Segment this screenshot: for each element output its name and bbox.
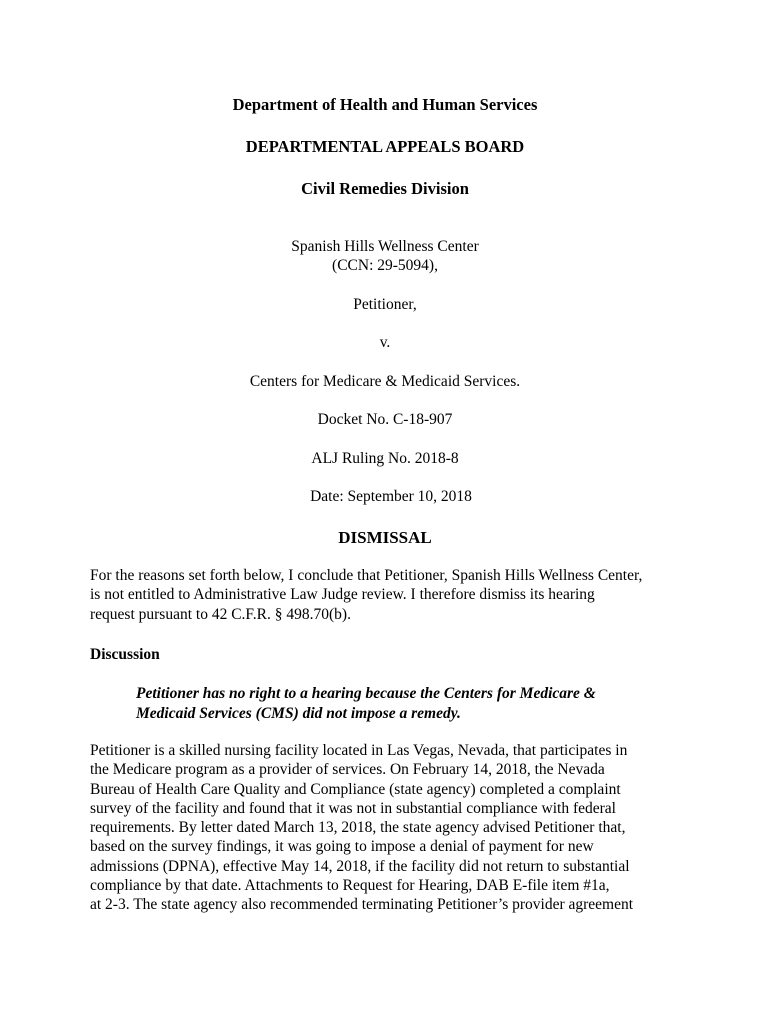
discussion-subheading [136,684,696,724]
intro-line: request pursuant to 42 C.F.R. § 498.70(b). [90,605,351,623]
body-line: admissions (DPNA), effective May 14, 2018, if the facility did not return to substantial [90,857,630,875]
ruling-number: ALJ Ruling No. 2018-8 [311,450,459,467]
intro-line: For the reasons set forth below, I conclude that Petitioner, Spanish Hills Wellness Center, [90,567,643,584]
versus-label: v. [379,334,391,351]
body-line: Bureau of Health Care Quality and Compliance (state agency) completed a complaint [90,780,621,798]
body-line: at 2-3. The state agency also recommended terminating Petitioner’s provider agreement [90,896,634,914]
petitioner-ccn: (CCN: 29-5094), [332,257,438,274]
respondent-name: Centers for Medicare & Medicaid Services. [249,373,521,390]
discussion-paragraph [90,741,710,915]
subheading-line: Petitioner has no right to a hearing because the Centers for Medicare & [136,685,596,702]
intro-paragraph [90,566,710,624]
division-heading: Civil Remedies Division [301,179,469,198]
intro-line: is not entitled to Administrative Law Judge review. I therefore dismiss its hearing [90,586,595,604]
board-heading: DEPARTMENTAL APPEALS BOARD [245,137,525,156]
body-line: compliance by that date. Attachments to Request for Hearing, DAB E-file item #1a, [90,877,610,895]
petitioner-name: Spanish Hills Wellness Center [291,238,479,255]
body-line: based on the survey findings, it was going to impose a denial of payment for new [90,838,594,856]
body-line: Petitioner is a skilled nursing facility located in Las Vegas, Nevada, that participates in [90,742,628,759]
docket-number: Docket No. C-18-907 [317,411,453,428]
subheading-line: Medicaid Services (CMS) did not impose a remedy. [136,705,461,722]
body-line: survey of the facility and found that it was not in substantial compliance with federal [90,799,616,817]
department-heading: Department of Health and Human Services [232,95,538,114]
ruling-date: Date: September 10, 2018 [310,488,472,505]
discussion-heading: Discussion [90,646,160,663]
body-line: requirements. By letter dated March 13, 2018, the state agency advised Petitioner that, [90,819,626,837]
document-title: DISMISSAL [338,528,432,547]
body-line: the Medicare program as a provider of services. On February 14, 2018, the Nevada [90,761,605,779]
petitioner-role: Petitioner, [353,296,417,313]
